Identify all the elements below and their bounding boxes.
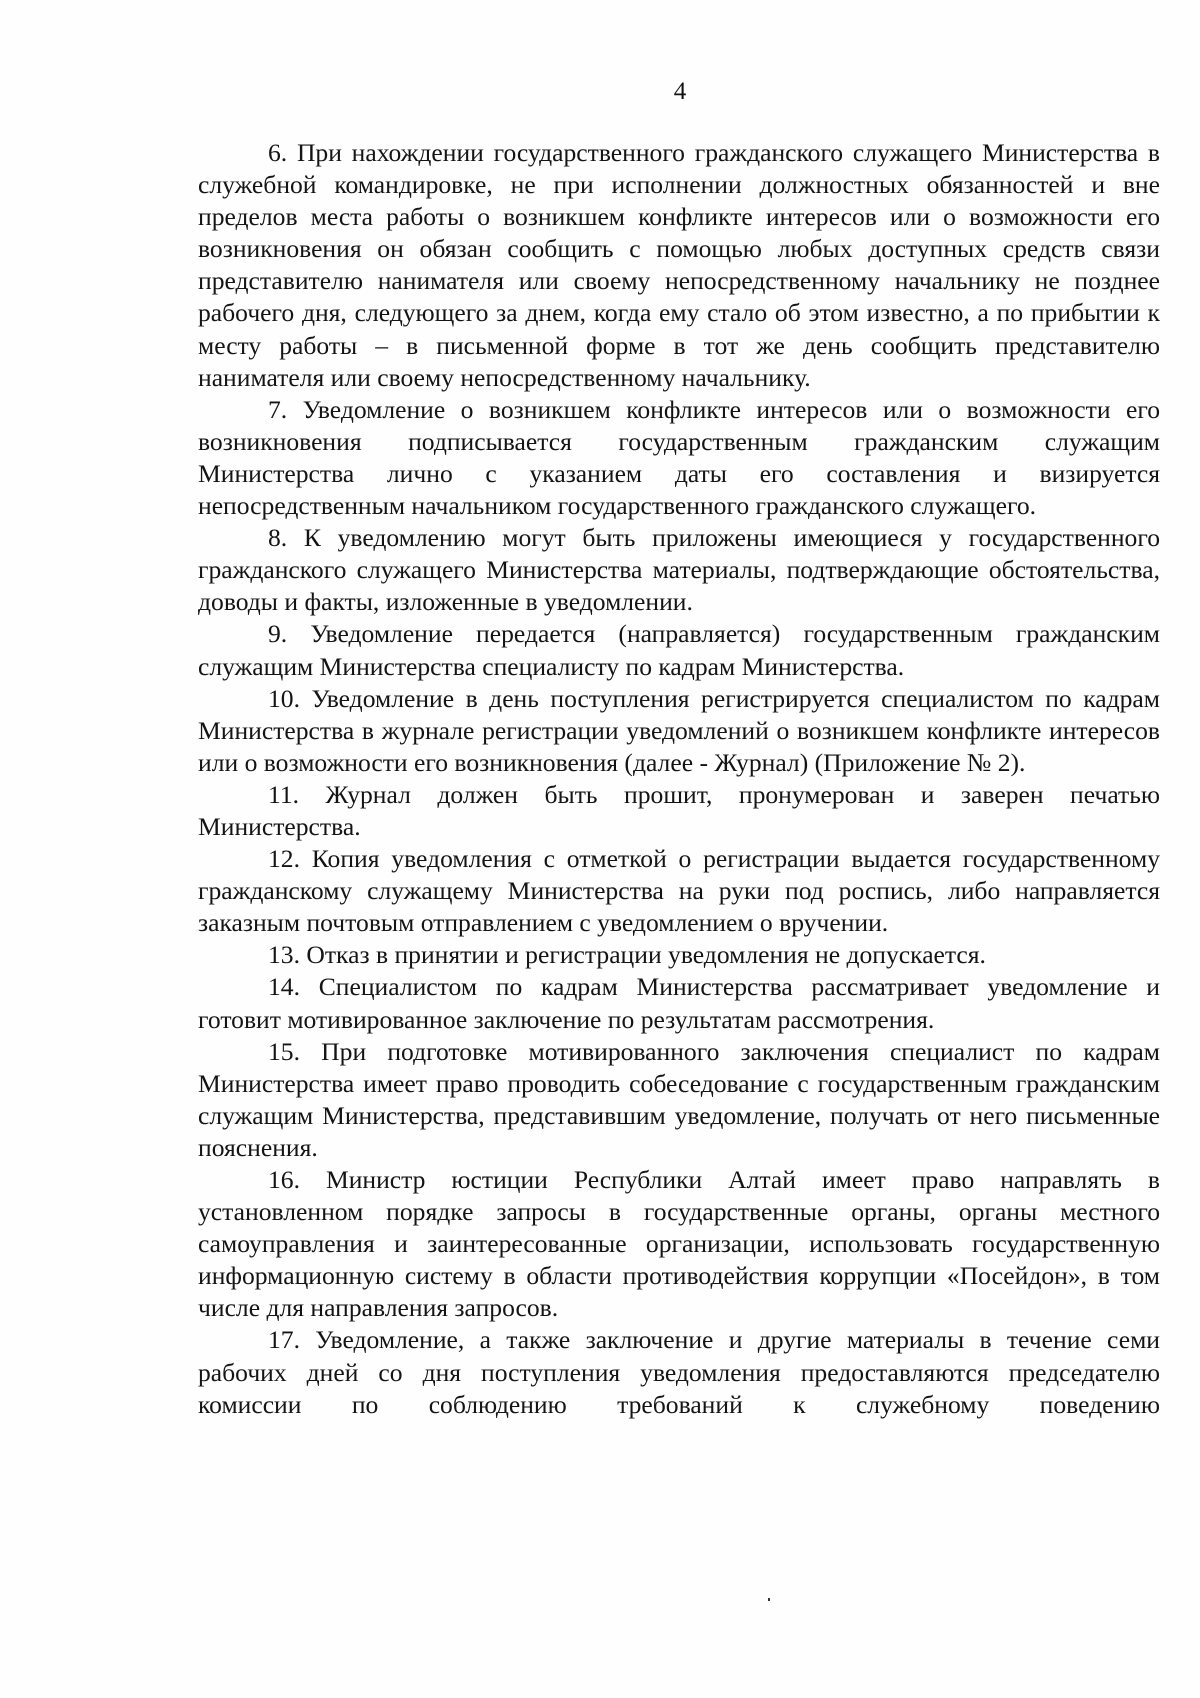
scan-speck [768,1598,770,1601]
paragraph-10: 10. Уведомление в день поступления регистрируется специалистом по кадрам Министерства в журнале регистрации уведомлений о возникшем конфликте интересов или о возможности его возникновения (далее - Журнал) (Приложение № 2). [198,683,1160,777]
page-number: 4 [673,78,687,105]
paragraph-15: 15. При подготовке мотивированного заключения специалист по кадрам Министерства имеет право проводить собеседование с государственным гражданским служащим Министерства, представившим уведомление, получать от него письменные пояснения. [198,1036,1160,1162]
paragraph-14: 14. Специалистом по кадрам Министерства рассматривает уведомление и готовит мотивированное заключение по результатам рассмотрения. [198,972,1160,1034]
paragraph-16: 16. Министр юстиции Республики Алтай имеет право направлять в установленном порядке запросы в государственные органы, органы местного самоуправления и заинтересованные организации, использовать государственную информационную систему в области противодействия коррупции «Посейдон», в том числе для направления запросов. [198,1165,1160,1323]
paragraph-13: 13. Отказ в принятии и регистрации уведомления не допускается. [268,940,986,970]
paragraph-7: 7. Уведомление о возникшем конфликте интересов или о возможности его возникновения подписывается государственным гражданским служащим Министерства лично с указанием даты его составления и визируется непосредственным начальником государственного гражданского служащего. [198,394,1160,521]
document-body [198,137,1160,1421]
paragraph-12: 12. Копия уведомления с отметкой о регистрации выдается государственному гражданскому служащему Министерства на руки под роспись, либо направляется заказным почтовым отправлением с уведомлением о вручении. [198,844,1160,938]
paragraph-17: 17. Уведомление, а также заключение и другие материалы в течение семи рабочих дней со дня поступления уведомления предоставляются председателю комиссии по соблюдению требований к служебному поведению [198,1325,1160,1419]
paragraph-8: 8. К уведомлению могут быть приложены имеющиеся у государственного гражданского служащего Министерства материалы, подтверждающие обстоятельства, доводы и факты, изложенные в уведомлении. [198,523,1160,617]
paragraph-9: 9. Уведомление передается (направляется) государственным гражданским служащим Министерства специалисту по кадрам Министерства. [198,619,1160,681]
paragraph-11: 11. Журнал должен быть прошит, пронумерован и заверен печатью Министерства. [198,779,1160,841]
paragraph-6: 6. При нахождении государственного гражданского служащего Министерства в служебной командировке, не при исполнении должностных обязанностей и вне пределов места работы о возникшем конфликте интересов или о возможности его возникновения он обязан сообщить с помощью любых доступных средств связи представителю нанимателя или своему непосредственному начальнику не позднее рабочего дня, следующего за днем, когда ему стало об этом известно, а по прибытии к месту работы – в письменной форме в тот же день сообщить представителю нанимателя или своему непосредственному начальнику. [198,138,1160,392]
